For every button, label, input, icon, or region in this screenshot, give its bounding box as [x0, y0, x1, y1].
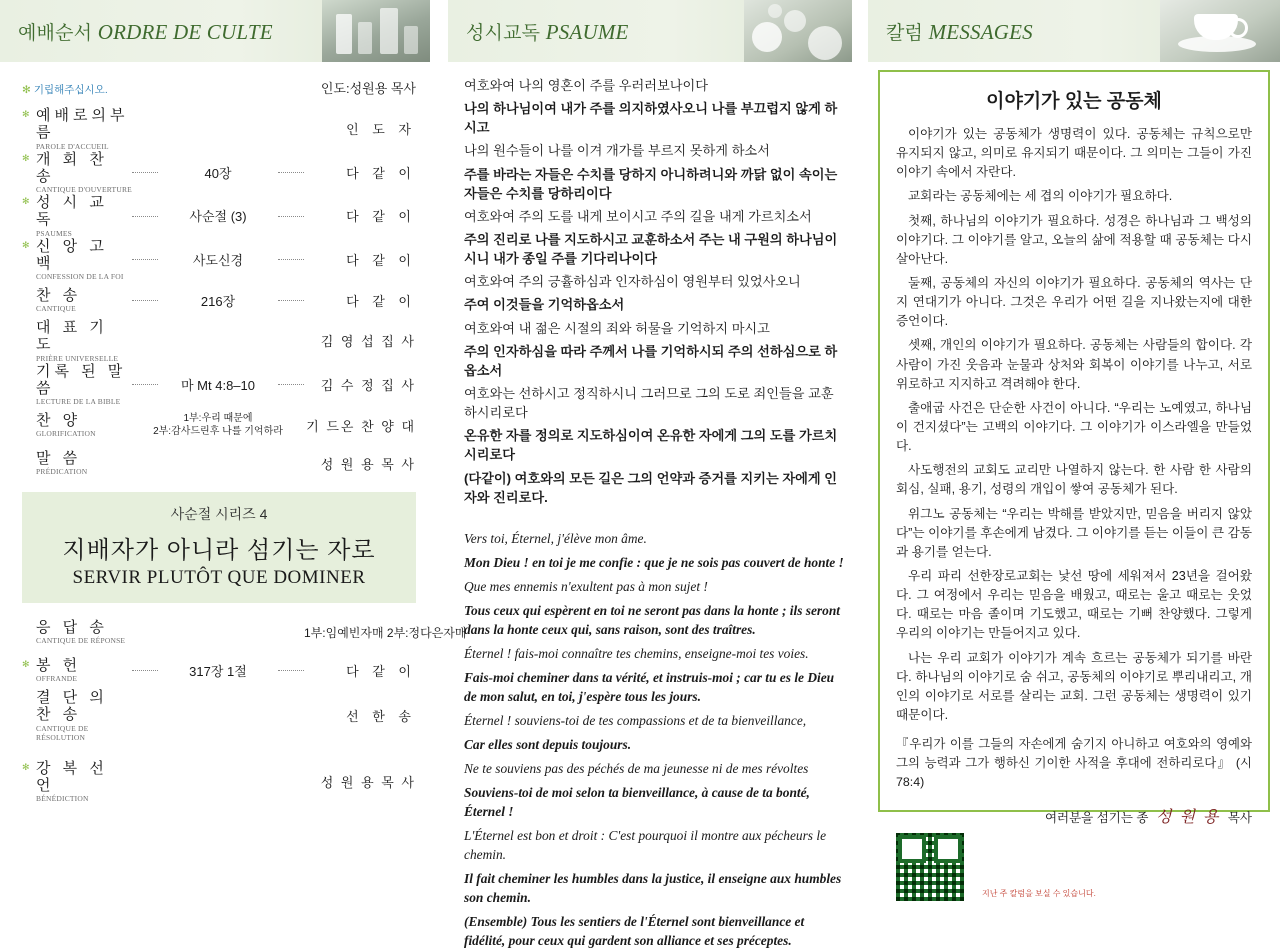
article-signature-line [896, 804, 1252, 827]
order-label [22, 760, 132, 804]
order-detail: 사도신경 [132, 250, 304, 269]
order-label-ko: 신 앙 고 백 [36, 237, 108, 272]
order-label-ko: 응 답 송 [36, 618, 108, 636]
article-paragraph: 위그노 공동체는 “우리는 박해를 받았지만, 믿음을 버리지 않았다”는 이야기를 후손에게 남겼다. 그 이야기를 듣는 이들이 큰 감동과 용기를 얻는다. [896, 506, 1252, 559]
order-row [22, 319, 416, 363]
qr-area [896, 833, 1252, 901]
order-label-fr: CANTIQUE DE RÉSOLUTION [36, 723, 89, 742]
section-title-fr: ORDRE DE CULTE [97, 19, 273, 44]
sermon-series: 사순절 시리즈 4 [170, 506, 268, 522]
order-row [22, 363, 416, 407]
order-label-fr: BÉNÉDICTION [36, 794, 89, 803]
psaume-line-fr: Mon Dieu ! en toi je me confie : que je ne sois pas couvert de honte ! [464, 554, 844, 570]
order-row [22, 406, 416, 444]
psaume-line-fr: Éternel ! souviens-toi de tes compassions et de ta bienveillance, [464, 713, 807, 729]
order-detail: 40장 [132, 163, 304, 182]
star-icon: ✻ [22, 658, 30, 669]
order-label-ko: 성 시 교 독 [36, 194, 108, 229]
article-paragraph: 첫째, 하나님의 이야기가 필요하다. 성경은 하나님과 그 백성의 이야기다. 그 이야기를 알고, 오늘의 삶에 적용할 때 공동체는 다시 살아난다. [896, 213, 1252, 266]
order-person: 인 도 자 [346, 122, 416, 138]
section-title-ko: 칼럼 [886, 22, 924, 44]
psaume-line: 여호와는 선하시고 정직하시니 그러므로 그의 도로 죄인들을 교훈하시리로다 [464, 385, 834, 421]
psaume-line-fr: Que mes ennemis n'exultent pas à mon sujet ! [464, 578, 708, 594]
order-label-ko: 찬 송 [36, 286, 82, 304]
order-person: 성 원 용 목 사 [320, 774, 416, 790]
article-paragraph: 셋째, 개인의 이야기가 필요하다. 공동체는 사람들의 합이다. 각 사람이 가진 웃음과 눈물과 상처와 회복이 이야기를 나누고, 서로 위로하고 지지하고 격려해야 한다. [896, 338, 1252, 391]
psaume-line-fr: Car elles sont depuis toujours. [464, 737, 632, 753]
order-detail: 317장 1절 [132, 661, 304, 680]
star-icon: ✻ [22, 196, 30, 206]
order-label [22, 319, 132, 363]
order-label-fr: PRIÈRE UNIVERSELLE [36, 353, 119, 363]
psaume-line: 온유한 자를 정의로 지도하심이여 온유한 자에게 그의 도를 가르치시리로다 [464, 428, 838, 463]
order-list [0, 62, 430, 482]
signature-name: 성 원 용 [1155, 808, 1221, 826]
psaume-line-fr: Éternel ! fais-moi connaître tes chemins, enseigne-moi tes voies. [464, 645, 809, 661]
order-row [22, 444, 416, 482]
order-row [22, 651, 416, 689]
psaume-line-fr: Tous ceux qui espèrent en toi ne seront pas dans la honte ; ils seront dans la honte ceux qui, sans raison, sont des traîtres. [464, 602, 840, 637]
sermon-title-fr: SERVIR PLUTÔT QUE DOMINER [72, 567, 366, 588]
order-label-ko: 말 씀 [36, 449, 82, 467]
psaume-text [448, 62, 852, 950]
order-detail-line2: 2부:정다은자매 [386, 625, 467, 640]
qr-code-icon[interactable] [896, 833, 964, 901]
order-label-ko: 예배로의부름 [36, 107, 129, 142]
psaume-line: 여호와여 내 젊은 시절의 죄와 허물을 기억하지 마시고 [464, 320, 770, 336]
article-paragraph: 사도행전의 교회도 교리만 나열하지 않는다. 한 사람 한 사람의 회심, 실패, 용기, 성령의 개입이 쌓여 공동체가 된다. [896, 463, 1252, 497]
star-icon: ✻ [22, 152, 30, 163]
order-label-ko: 결 단 의 찬 송 [36, 689, 108, 724]
psaume-line-fr: Vers toi, Éternel, j'élève mon âme. [464, 530, 647, 546]
order-label [22, 107, 132, 151]
psaume-line: 여호와여 주의 도를 내게 보이시고 주의 길을 내게 가르치소서 [464, 208, 812, 224]
psaume-line: 주여 이것들을 기억하옵소서 [464, 297, 625, 313]
star-icon: ✻ [22, 84, 31, 96]
order-label-fr: PAROLE D'ACCUEIL [36, 141, 109, 151]
psaume-line: 여호와여 주의 긍휼하심과 인자하심이 영원부터 있었사오니 [464, 274, 801, 290]
order-label-ko: 개 회 찬 송 [36, 150, 108, 185]
header-photo-cup [1160, 0, 1280, 62]
order-label [22, 151, 132, 195]
order-list-2 [0, 609, 467, 803]
order-person: 다 같 이 [346, 209, 416, 225]
article-paragraph: 둘째, 공동체의 자신의 이야기가 필요하다. 공동체의 역사는 단지 연대기가 아니다. 그것은 우리가 어떤 길을 지나왔는지에 대한 증언이다. [896, 275, 1252, 329]
psaume-line-fr: Ne te souviens pas des péchés de ma jeunesse ni de mes révoltes [464, 761, 809, 777]
order-label [22, 450, 132, 476]
order-person: 다 같 이 [346, 165, 416, 181]
order-label [22, 689, 132, 742]
standing-note-text: 기립해주십시오. [33, 84, 108, 96]
order-person: 다 같 이 [346, 663, 416, 679]
standing-note-line [22, 78, 416, 97]
order-person: 다 같 이 [346, 293, 416, 309]
order-detail: 사순절 (3) [132, 206, 304, 225]
sermon-box [22, 492, 416, 603]
order-person: 김 영 섭 집 사 [320, 334, 416, 350]
order-label-ko: 강 복 선 언 [36, 759, 108, 794]
column-messages [868, 0, 1280, 905]
order-label [22, 657, 132, 683]
order-label-fr: LECTURE DE LA BIBLE [36, 397, 121, 406]
order-person: 김 수 정 집 사 [320, 377, 416, 393]
order-label-fr: CANTIQUE [36, 304, 76, 314]
section-title-order [0, 18, 273, 45]
star-icon: ✻ [22, 761, 30, 772]
order-label-fr: CANTIQUE DE RÉPONSE [36, 636, 126, 646]
psaume-line-fr: (Ensemble) Tous les sentiers de l'Éternel sont bienveillance et fidélité, pour ceux qui gardent son alliance et ses préceptes. [464, 914, 805, 949]
header-photo-bottles [322, 0, 430, 62]
section-header-order [0, 0, 430, 62]
order-person: 성 원 용 목 사 [320, 456, 416, 472]
signature-suffix: 목사 [1227, 810, 1252, 825]
section-title-fr: PSAUME [545, 19, 629, 44]
order-person: 다 같 이 [346, 252, 416, 268]
psaume-line: (다같이) 여호와의 모든 길은 그의 언약과 증거를 지키는 자에게 인자와 진리로다. [464, 470, 837, 505]
article-paragraph: 나는 우리 교회가 이야기가 계속 흐르는 공동체가 되기를 바란다. 하나님의 이야기로 숨 쉬고, 공동체의 이야기로 뿌리내리고, 개인의 이야기로 서로를 살리는 교회. 그런 공동체는 생명력이 있기 때문이다. [896, 650, 1252, 722]
section-header-psaume [448, 0, 852, 62]
article-paragraph: 이야기가 있는 공동체가 생명력이 있다. 공동체는 규칙으로만 유지되지 않고, 의미로 유지되기 때문이다. 그 의미는 그들이 가진 이야기 속에서 자란다. [896, 127, 1252, 180]
psaume-line: 주의 진리로 나를 지도하시고 교훈하소서 주는 내 구원의 하나님이시니 내가 종일 주를 기다리나이다 [464, 231, 838, 267]
order-label [22, 363, 132, 407]
column-article-box [878, 70, 1270, 898]
order-row [22, 613, 467, 651]
order-detail-line1: 1부:우리 때문에 [183, 412, 253, 424]
standing-note [22, 82, 108, 97]
section-title-messages [868, 18, 1033, 45]
psaume-line-fr: Il fait cheminer les humbles dans la justice, il enseigne aux humbles son chemin. [464, 871, 842, 906]
article-title: 이야기가 있는 공동체 [986, 91, 1162, 112]
star-icon: ✻ [22, 239, 30, 250]
order-row [22, 281, 416, 319]
qr-caption: 지난 주 칼럼을 보실 수 있습니다. [982, 888, 1096, 898]
order-row [22, 107, 416, 151]
star-icon: ✻ [22, 109, 30, 119]
psaume-line: 나의 원수들이 나를 이겨 개가를 부르지 못하게 하소서 [464, 143, 770, 159]
order-person: 선 한 송 [346, 708, 416, 724]
section-title-psaume [448, 18, 629, 45]
order-label [22, 194, 132, 238]
order-label-fr: GLORIFICATION [36, 429, 96, 439]
order-label-fr: OFFRANDE [36, 674, 78, 684]
signature-prefix: 여러분을 섬기는 종 [1044, 810, 1149, 825]
order-row [22, 194, 416, 238]
header-photo-balls [744, 0, 852, 62]
order-row [22, 760, 416, 804]
order-detail-line2: 2부:감사드린후 나를 기억하라 [153, 426, 283, 437]
order-person [304, 624, 467, 641]
psaume-french [464, 529, 844, 950]
order-label-fr: CONFESSION DE LA FOI [36, 272, 124, 281]
order-label [22, 619, 132, 645]
order-row [22, 151, 416, 195]
order-label-fr: PSAUMES [36, 228, 72, 238]
order-label-fr: CANTIQUE D'OUVERTURE [36, 185, 132, 194]
section-title-fr: MESSAGES [928, 19, 1033, 44]
order-detail-line1: 1부:임예빈자매 [304, 625, 384, 640]
order-detail [132, 412, 304, 439]
column-psaume [448, 0, 852, 949]
psaume-line-fr: Fais-moi cheminer dans ta vérité, et instruis-moi ; car tu es le Dieu de mon salut, en toi, j'espère tous les jours. [464, 670, 835, 705]
section-title-ko: 성시교독 [466, 22, 541, 44]
section-title-ko: 예배순서 [18, 22, 93, 44]
column-order-of-service [0, 0, 467, 905]
sermon-title-ko: 지배자가 아니라 섬기는 자로 [62, 537, 376, 564]
psaume-line-fr: Souviens-toi de moi selon ta bienveillance, à cause de ta bonté, Éternel ! [464, 785, 810, 820]
service-leader: 인도:성원용 목사 [320, 81, 416, 96]
article-paragraph: 교회라는 공동체에는 세 겹의 이야기가 필요하다. [908, 189, 1173, 204]
article-paragraph: 출애굽 사건은 단순한 사건이 아니다. “우리는 노예였고, 하나님이 건지셨다”는 고백의 이야기다. 그 이야기가 이스라엘을 만들었다. [896, 400, 1252, 454]
order-label [22, 238, 132, 282]
order-person: 기 드온 찬 양 대 [306, 418, 416, 434]
order-label [22, 412, 132, 438]
article-verse: 『우리가 이를 그들의 자손에게 숨기지 아니하고 여호와의 영예와 그의 능력과 그가 행하신 기이한 사적을 후대에 전하리로다』 (시 78:4) [896, 737, 1252, 789]
order-label-ko: 대 표 기 도 [36, 319, 108, 354]
article-paragraph: 우리 파리 선한장로교회는 낯선 땅에 세워져서 23년을 걸어왔다. 그 여정에서 우리는 믿음을 배웠고, 때로는 울고 때로는 웃었다. 때로는 마음 졸이며 기도했고, 때로는 기뻐 찬양했다. 그렇게 우리의 이야기는 만들어지고 있다. [896, 568, 1252, 641]
order-row [22, 689, 416, 742]
psaume-line-fr: L'Éternel est bon et droit : C'est pourquoi il montre aux pécheurs le chemin. [464, 828, 827, 863]
psaume-line: 주의 인자하심을 따라 주께서 나를 기억하시되 주의 선하심으로 하옵소서 [464, 343, 838, 378]
order-detail: 216장 [132, 291, 304, 310]
psaume-line: 주를 바라는 자들은 수치를 당하지 아니하려니와 까닭 없이 속이는 자들은 수치를 당하리이다 [464, 166, 838, 201]
order-label-ko: 찬 양 [36, 411, 82, 429]
order-label [22, 287, 132, 313]
order-label-ko: 기록 된 말씀 [36, 362, 127, 397]
psaume-line: 여호와여 나의 영혼이 주를 우러러보나이다 [464, 78, 708, 93]
order-label-ko: 봉 헌 [36, 656, 82, 674]
section-header-messages [868, 0, 1280, 62]
psaume-line: 나의 하나님이여 내가 주를 의지하였사오니 나를 부끄럽지 않게 하시고 [464, 101, 838, 136]
order-row [22, 238, 416, 282]
order-detail: 마 Mt 4:8–10 [132, 375, 304, 394]
order-label-fr: PRÉDICATION [36, 467, 88, 477]
